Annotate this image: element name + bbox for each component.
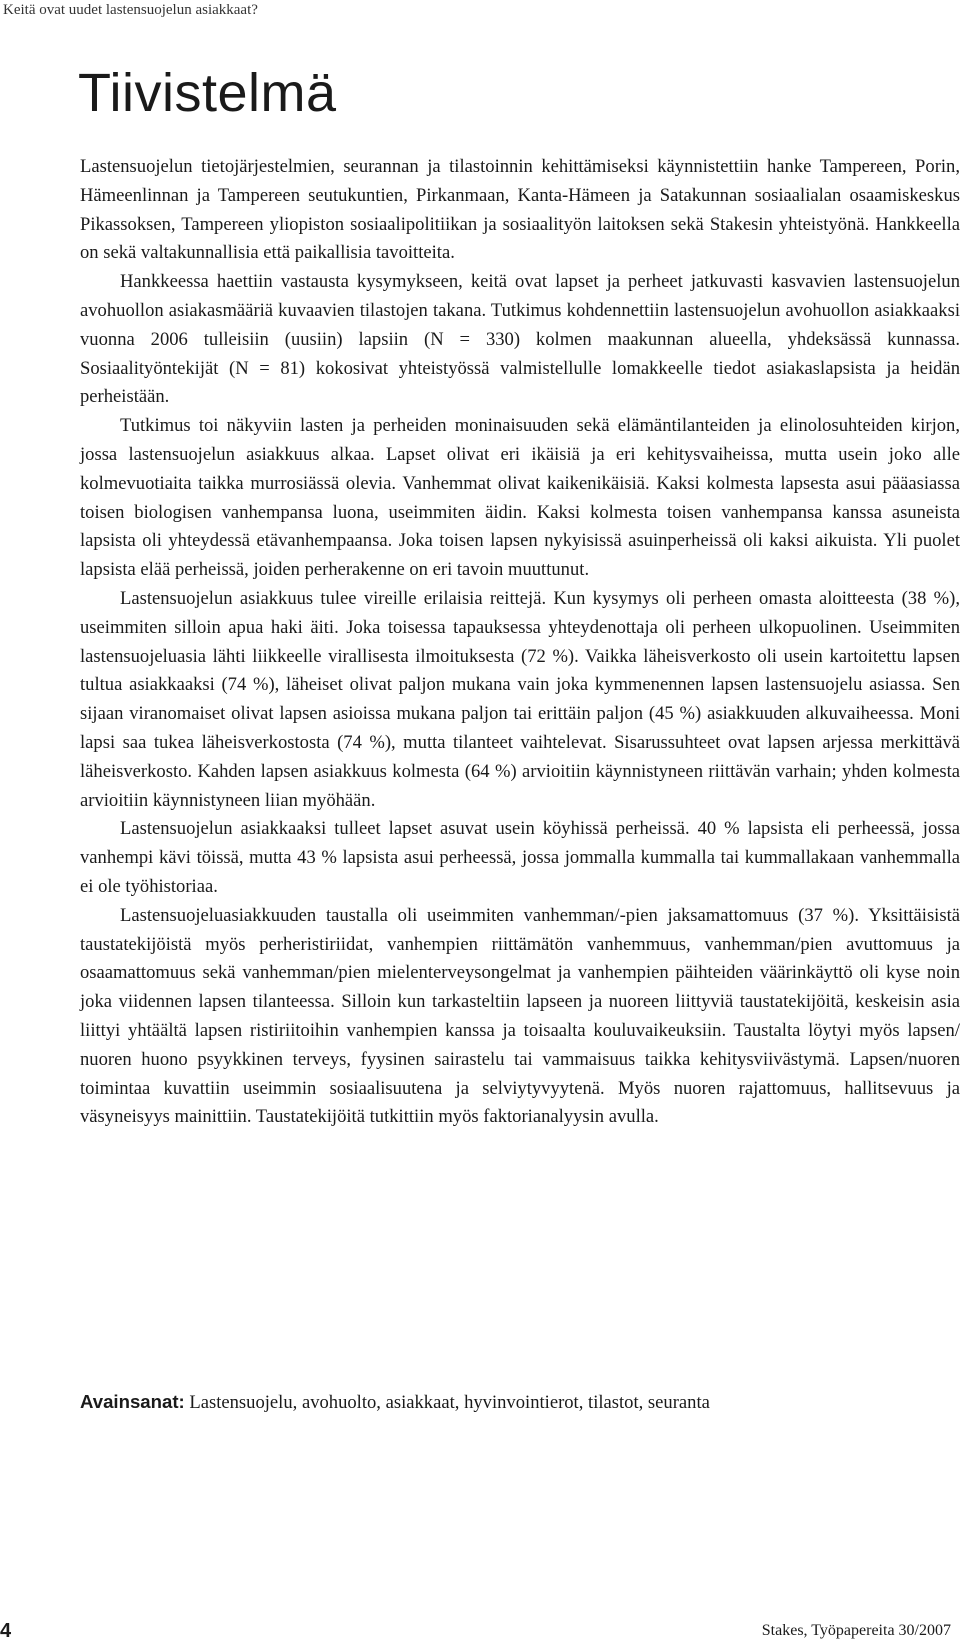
- abstract-paragraph-2: Hankkeessa haettiin vastausta kysymykseen, keitä ovat lapset ja perheet jatkuvasti kasvavien lastensuojelun avohuollon asiakasmääriä kuvaavien tilastojen takana. Tutkimus kohdennettiin lastensuojelun avohuollon asiakkaaksi vuonna 2006 tulleisiin (uusiin) lapsiin (N = 330) kolmen maakunnan alueella, yhdeksässä kunnassa. Sosiaalityöntekijät (N = 81) kokosivat yhteistyössä valmistellulle lomakkeelle tiedot asiakaslapsista ja heidän perheistään.: [80, 271, 960, 408]
- keywords-line: [80, 1388, 710, 1417]
- abstract-paragraph-3: Tutkimus toi näkyviin lasten ja perheiden moninaisuuden sekä elämäntilanteiden ja elinolosuhteiden kirjon, jossa lastensuojelun asiakkuus alkaa. Lapset olivat eri ikäisiä ja eri kehitysvaiheissa, mutta usein joko alle kolmevuotiaita taikka murrosiässä olevia. Vanhemmat olivat kaikenikäisiä. Kaksi kolmesta lapsesta asui pääasiassa toisen biologisen vanhempansa luona, useimmiten äidin. Kaksi kolmesta toisen vanhempansa kanssa asuneista lapsista oli yhteydessä etävanhempaansa. Joka toisen lapsen nykyisissä asuinperheissä oli kaksi aikuista. Yli puolet lapsista elää perheissä, joiden perherakenne on eri tavoin muuttunut.: [80, 415, 960, 581]
- abstract-paragraph-5: Lastensuojelun asiakkaaksi tulleet lapset asuvat usein köyhissä perheissä. 40 % lapsista eli perheessä, jossa vanhempi kävi töissä, mutta 43 % lapsista asui perheessä, jossa jommalla kummalla tai kummallakaan vanhemmalla ei ole työhistoriaa.: [80, 818, 960, 897]
- abstract-paragraph-6: Lastensuojeluasiakkuuden taustalla oli useimmiten vanhemman/-pien jaksamattomuus (37 %). Yksittäisistä taustatekijöistä myös perheristiriidat, vanhempien riittämätön vanhemmuus, vanhemman/pien avuttomuus ja osaamattomuus sekä vanhemman/pien mielenterveysongelmat ja vanhempien päihteiden väärinkäyttö oli kyse noin joka viidennen lapsen tilanteessa. Silloin kun tarkasteltiin lapseen ja nuoreen liittyviä taustatekijöitä, keskeisin asia liittyi yhtäältä lapsen ristiriitoihin vanhempien kanssa ja toisaalta kouluvaikeuksiin. Taustalta löytyi myös lapsen/ nuoren huono psyykkinen terveys, fyysinen sairastelu tai vammaisuus taikka kehitysviivästymä. Lapsen/nuoren toimintaa kuvattiin useimmin sosiaalisuutena ja selviytyvyytenä. Myös nuoren rajattomuus, hallitsevuus ja väsyneisyys mainittiin. Taustatekijöitä tutkittiin myös faktorianalyysin avulla.: [80, 904, 960, 1128]
- publication-footer: Stakes, Työpapereita 30/2007: [761, 1622, 951, 1639]
- page-title: Tiivistelmä: [78, 63, 337, 123]
- keywords-label: Avainsanat:: [80, 1391, 185, 1412]
- abstract-body: [80, 153, 960, 1132]
- running-header: Keitä ovat uudet lastensuojelun asiakkaat?: [3, 2, 258, 18]
- page-number: 4: [0, 1620, 12, 1642]
- keywords-text: Lastensuojelu, avohuolto, asiakkaat, hyvinvointierot, tilastot, seuranta: [189, 1392, 710, 1413]
- abstract-paragraph-1: Lastensuojelun tietojärjestelmien, seurannan ja tilastoinnin kehittämiseksi käynnistettiin hanke Tampereen, Porin, Hämeenlinnan ja Tampereen seutukuntien, Pirkanmaan, Kanta-Hämeen ja Satakunnan sosiaalialan osaamiskeskus Pikassoksen, Tampereen yliopiston sosiaalipolitiikan ja sosiaalityön laitoksen sekä Stakesin yhteistyönä. Hankkeella on sekä valtakunnallisia että paikallisia tavoitteita.: [80, 156, 960, 264]
- abstract-paragraph-4: Lastensuojelun asiakkuus tulee vireille erilaisia reittejä. Kun kysymys oli perheen omasta aloitteesta (38 %), useimmiten silloin apua haki äiti. Joka toisessa tapauksessa yhteydenottaja oli perheen ulkopuolinen. Useimmiten lastensuojeluasia lähti liikkeelle virallisesta ilmoituksesta (72 %). Vaikka läheisverkosto oli usein kartoitettu lapsen tultua asiakkaaksi (74 %), läheiset olivat paljon mukana vain joka kymmenennen lapsen lastensuojelu asiassa. Sen sijaan viranomaiset olivat lapsen asioissa mukana paljon tai erittäin paljon (45 %) asiakkuuden alkuvaiheessa. Moni lapsi saa tukea läheisverkostosta (74 %), mutta tilanteet vaihtelevat. Sisarussuhteet ovat lapsen arjessa merkittävä läheisverkosto. Kahden lapsen asiakkuus kolmesta (64 %) arvioitiin käynnistyneen riittävän varhain; yhden kolmesta arvioitiin käynnistyneen liian myöhään.: [80, 587, 960, 811]
